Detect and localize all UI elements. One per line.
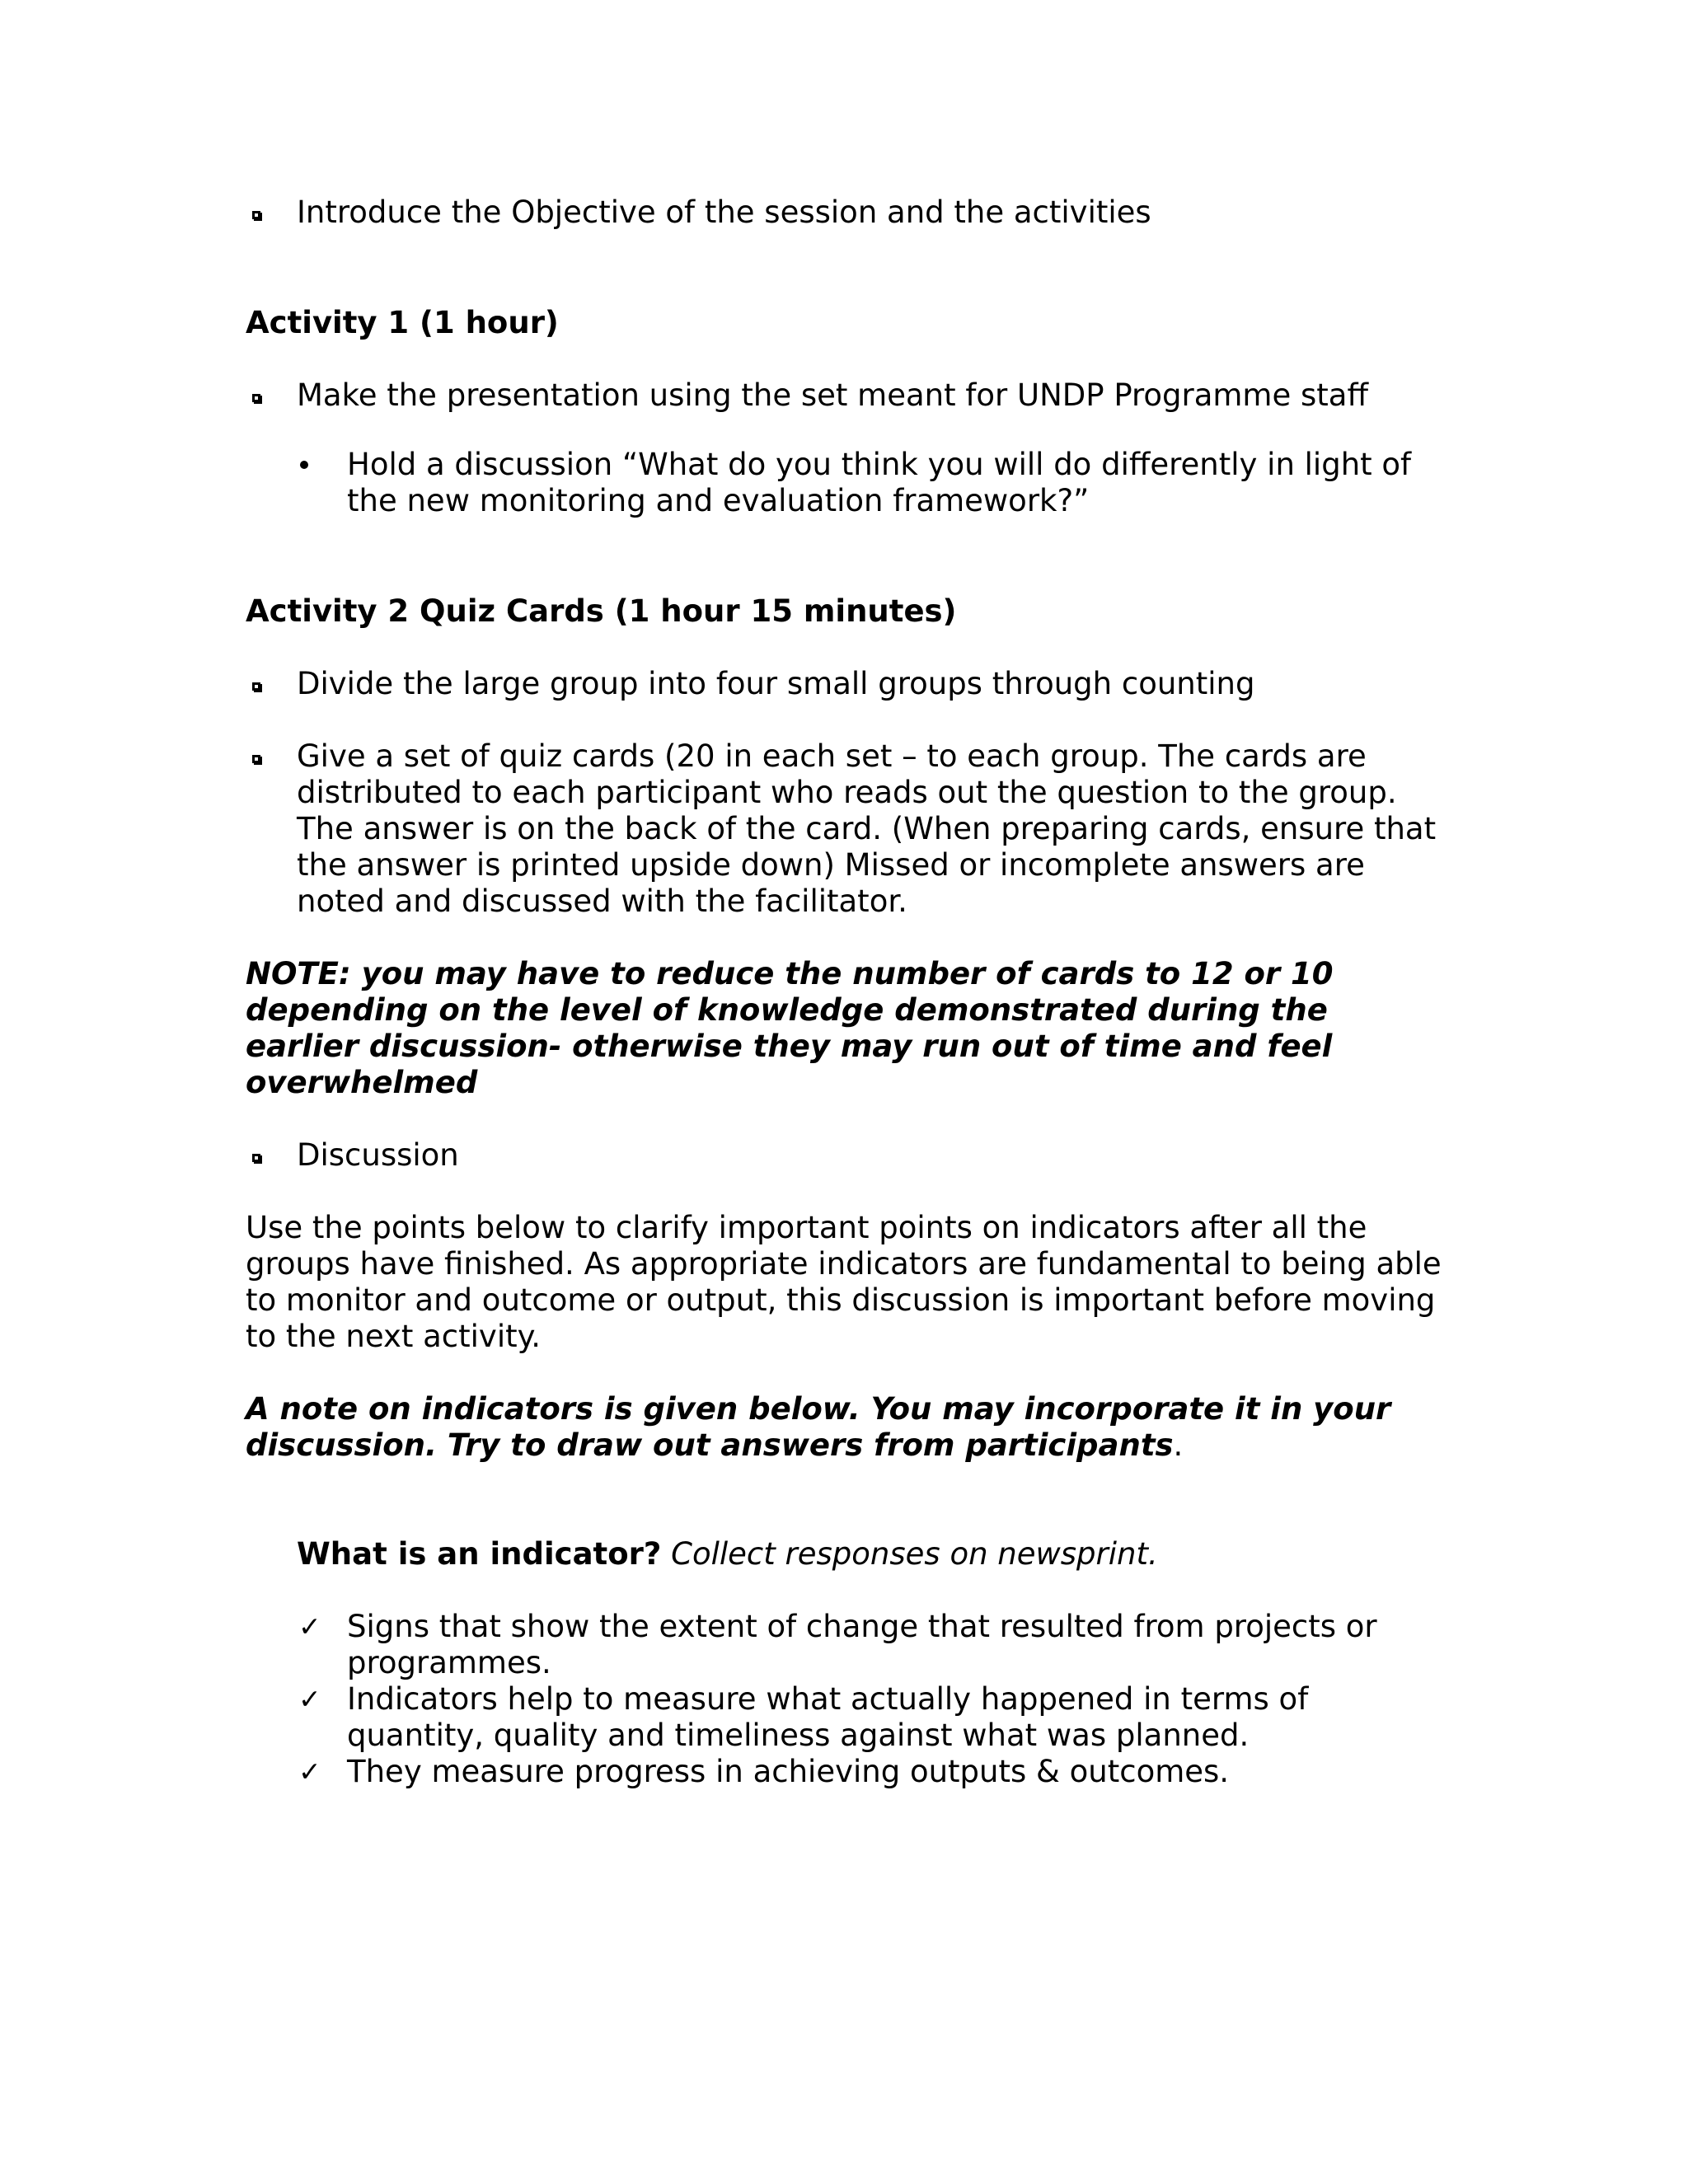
square-bullet-icon bbox=[252, 755, 260, 763]
indicator-question: What is an indicator? bbox=[297, 1536, 662, 1572]
indicator-point-text: Signs that show the extent of change that resulted from projects or programmes. bbox=[347, 1609, 1377, 1680]
indicator-question-line bbox=[246, 1536, 1449, 1572]
indicator-point-text: They measure progress in achieving outputs & outcomes. bbox=[347, 1754, 1230, 1789]
intro-bullet-text: Introduce the Objective of the session and the activities bbox=[297, 194, 1151, 230]
activity2-bullet3-text: Discussion bbox=[297, 1137, 459, 1173]
activity1-bullet bbox=[246, 377, 1449, 414]
square-bullet-icon bbox=[252, 394, 260, 402]
indicator-note-text: A note on indicators is given below. You may incorporate it in your discussion. Try to draw out answers from participants bbox=[246, 1391, 1391, 1463]
facilitator-note: NOTE: you may have to reduce the number of cards to 12 or 10 depending on the level of knowledge demonstrated during the earlier discussion- otherwise they may run out of time and feel overwhelmed bbox=[246, 956, 1334, 1100]
square-bullet-icon bbox=[252, 682, 260, 691]
document-page bbox=[246, 194, 1449, 1790]
indicator-point bbox=[246, 1681, 1449, 1754]
square-bullet-icon bbox=[252, 211, 260, 219]
checkmark-icon: ✓ bbox=[298, 1755, 321, 1788]
activity2-bullet3 bbox=[246, 1137, 1449, 1174]
indicator-note-period: . bbox=[1173, 1427, 1184, 1463]
activity1-heading: Activity 1 (1 hour) bbox=[246, 305, 559, 340]
indicator-point bbox=[246, 1609, 1449, 1681]
indicator-point bbox=[246, 1754, 1449, 1790]
round-bullet-icon bbox=[300, 461, 308, 469]
activity1-sub-bullet bbox=[246, 447, 1449, 519]
checkmark-icon: ✓ bbox=[298, 1683, 321, 1715]
indicator-point-text: Indicators help to measure what actually happened in terms of quantity, quality and timeliness against what was planned. bbox=[347, 1681, 1309, 1753]
activity2-bullet2-text: Give a set of quiz cards (20 in each set – to each group. The cards are distributed to each participant who reads out the question to the group. The answer is on the back of the card. (When preparing cards, ensure that the answer is printed upside down) Missed or incomplete answers are noted and discussed with the facilitator. bbox=[297, 738, 1437, 919]
intro-bullet bbox=[246, 194, 1449, 231]
activity1-sub-bullet-text: Hold a discussion “What do you think you will do differently in light of the new monitoring and evaluation framework?” bbox=[347, 447, 1412, 518]
activity1-bullet-text: Make the presentation using the set meant for UNDP Programme staff bbox=[297, 377, 1368, 413]
discussion-paragraph: Use the points below to clarify important points on indicators after all the groups have finished. As appropriate indicators are fundamental to being able to monitor and outcome or output, this discussion is important before moving to the next activity. bbox=[246, 1210, 1442, 1354]
checkmark-icon: ✓ bbox=[298, 1610, 321, 1643]
indicator-note bbox=[246, 1391, 1449, 1464]
activity2-bullet2 bbox=[246, 738, 1449, 920]
square-bullet-icon bbox=[252, 1154, 260, 1162]
activity2-bullet1-text: Divide the large group into four small groups through counting bbox=[297, 666, 1255, 701]
activity2-bullet1 bbox=[246, 666, 1449, 702]
activity2-heading: Activity 2 Quiz Cards (1 hour 15 minutes) bbox=[246, 593, 957, 629]
indicator-instruction: Collect responses on newsprint. bbox=[671, 1536, 1158, 1572]
